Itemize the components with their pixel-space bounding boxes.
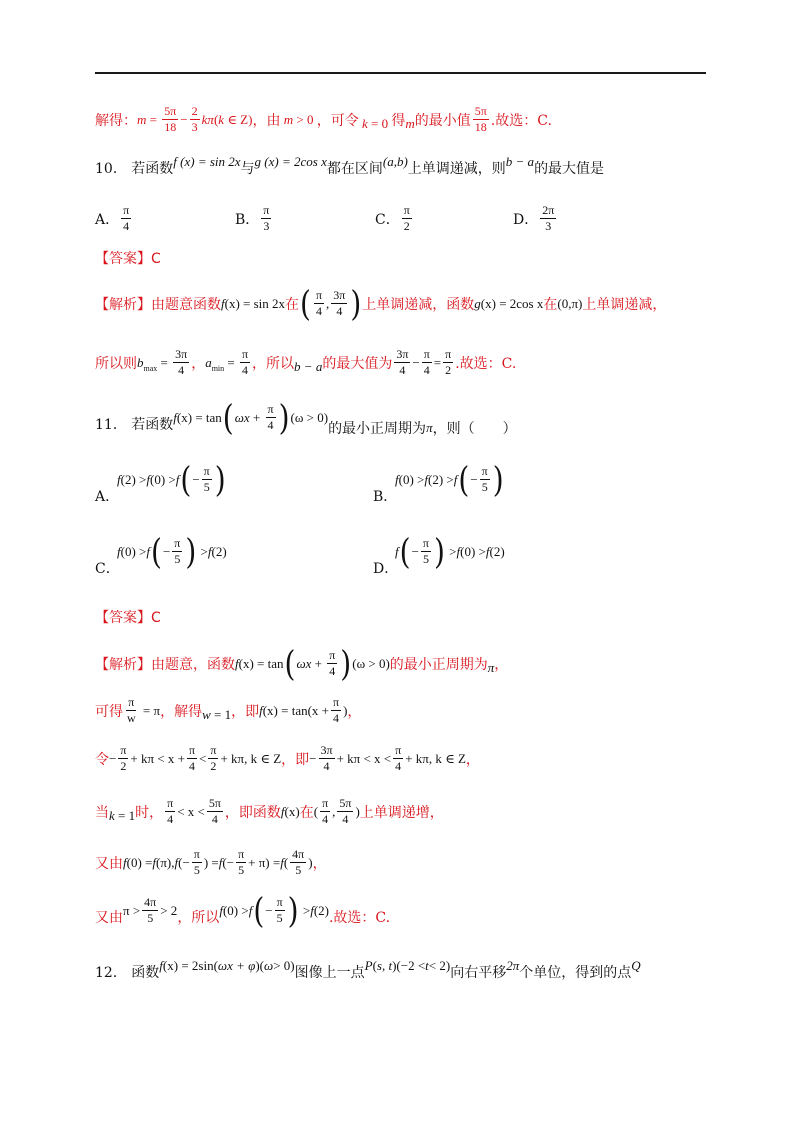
q11-analysis-line4: 当 k = 1 时， $\frac{\pi}{4}$ < x < $\frac{5\pi}{4}$ ，即函数 f (x) 在 ( $\frac{\pi}{4}$ , $\frac{5\pi}{4}$ ) 上单调递增， xyxy=(95,796,444,826)
q10-option-b[interactable]: B． $\frac{\pi}{3}$ xyxy=(235,203,270,233)
q10-option-d[interactable]: D． $\frac{2\pi}{3}$ xyxy=(513,203,555,233)
q10-option-c[interactable]: C． $\frac{\pi}{2}$ xyxy=(375,203,410,233)
q9-solution-line: 解得： m = $\frac{5\pi}{18}$ − $\frac{2}{3}$ kπ ( k ∈ Z) ，由 m > 0 ，可令 k = 0 得 m 的最小值 $\frac{5\pi}{18}$ .故选：C. xyxy=(95,104,552,134)
q11-analysis-line6: 又由 π > $\frac{4\pi}{5}$ > 2 ，所以 f (0) > f ( − $\frac{\pi}{5}$ ) > f (2) .故选：C. xyxy=(95,889,391,931)
q11-stem: 11． 若函数 f (x) = tan ( ωx + $\frac{\pi}{4}$ ) (ω > 0) 的最小正周期为 π ，则（ ） xyxy=(95,396,517,438)
q11-option-b[interactable]: B． f (0) > f (2) > f ( − $\frac{\pi}{5}$ ) xyxy=(373,458,504,505)
q11-option-a[interactable]: A． f (2) > f (0) > f ( − $\frac{\pi}{5}$ ) xyxy=(95,458,226,505)
q11-analysis-line3: 令 − $\frac{\pi}{2}$ + kπ < x + $\frac{\pi}{4}$ < $\frac{\pi}{2}$ + kπ, k ∈ Z ，即 − $\frac{3\pi}{4}$ + kπ < x < $\frac{\pi}{4}$ + kπ, k ∈ Z ， xyxy=(95,743,480,773)
q11-analysis-line5: 又由 f (0) = f (π), f (− $\frac{\pi}{5}$ ) = f (− $\frac{\pi}{5}$ + π) = f ( $\frac{4\pi}{5}$ ) ， xyxy=(95,847,327,877)
q11-option-d[interactable]: D． f ( − $\frac{\pi}{5}$ ) > f (0) > f (2) xyxy=(373,530,505,577)
q10-stem: 10． 若函数 f (x) = sin 2x 与 g (x) = 2cos x 都在区间 (a,b) 上单调递减，则 b − a 的最大值是 xyxy=(95,154,605,177)
q10-analysis-line1: 【解析】 由题意函数 f (x) = sin 2x 在 ( $\frac{\pi}{4}$ , $\frac{3\pi}{4}$ ) 上单调递减，函数 g (x) = 2cos x 在 (0,π) 上单调递减， xyxy=(95,282,667,324)
q11-analysis-line1: 【解析】 由题意，函数 f (x) = tan ( ωx + $\frac{\pi}{4}$ ) (ω > 0) 的最小正周期为 π ， xyxy=(95,642,509,684)
q12-stem: 12． 函数 f (x) = 2sin( ωx + φ )( ω > 0) 图像上一点 P ( s, t )(−2 < t < 2) 向右平移 2π 个单位，得到的点 Q xyxy=(95,958,641,981)
q10-answer: 【答案】C xyxy=(95,251,161,267)
q10-analysis-line2: 所以则 $b_{max}$ = $\frac{3\pi}{4}$ ， $a_{min}$ = $\frac{\pi}{4}$ ，所以 b − a 的最大值为 $\frac{3\pi}{4}$ − $\frac{\pi}{4}$ = $\frac{\pi}{2}$ .故选：C. xyxy=(95,347,517,377)
q11-analysis-line2: 可得 $\frac{\pi}{w}$ = π ，解得 w = 1 ，即 f (x) = tan(x + $\frac{\pi}{4}$ ) ， xyxy=(95,695,362,725)
header-rule xyxy=(95,72,706,74)
q11-answer: 【答案】C xyxy=(95,610,161,626)
q10-option-a[interactable]: A． $\frac{\pi}{4}$ xyxy=(95,203,130,233)
q11-option-c[interactable]: C． f (0) > f ( − $\frac{\pi}{5}$ ) > f (2) xyxy=(95,530,227,577)
